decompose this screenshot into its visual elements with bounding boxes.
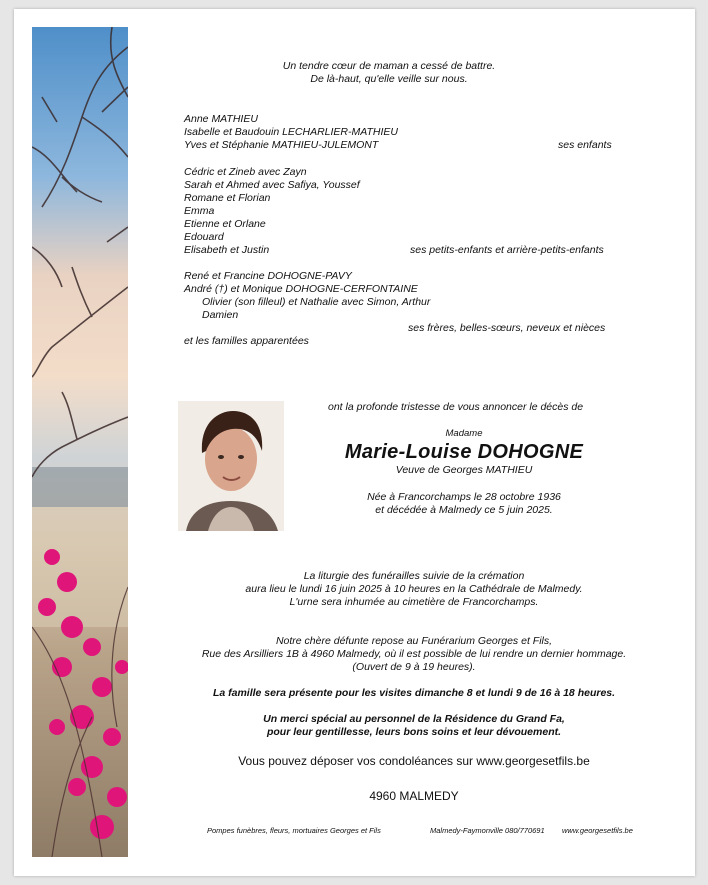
- decorative-banner-image: [32, 27, 128, 857]
- header-line-1: Un tendre cœur de maman a cessé de battre.: [282, 60, 496, 72]
- grandchildren-list: [184, 166, 360, 257]
- family-member: René et Francine DOHOGNE-PAVY: [184, 270, 352, 282]
- portrait-photo: [178, 401, 284, 531]
- family-member: Anne MATHIEU: [184, 113, 258, 125]
- siblings-relation: ses frères, belles-sœurs, neveux et nièces: [408, 322, 606, 334]
- family-member: Romane et Florian: [184, 192, 271, 204]
- family-member: Olivier (son filleul) et Nathalie avec Simon, Arthur: [202, 296, 431, 308]
- birth-info: Née à Francorchamps le 28 octobre 1936: [367, 491, 561, 503]
- family-member: Emma: [184, 205, 215, 217]
- widow-of: Veuve de Georges MATHIEU: [395, 464, 533, 476]
- place-label: 4960 MALMEDY: [369, 789, 459, 803]
- thanks-line-1: Un merci spécial au personnel de la Résidence du Grand Fa,: [263, 713, 565, 725]
- death-info: et décédée à Malmedy ce 5 juin 2025.: [375, 504, 553, 516]
- announcement-intro: ont la profonde tristesse de vous annoncer le décès de: [328, 401, 584, 413]
- family-member: Cédric et Zineb avec Zayn: [184, 166, 307, 178]
- header-line-2: De là-haut, qu'elle veille sur nous.: [310, 73, 468, 85]
- funeral-line-1: La liturgie des funérailles suivie de la crémation: [303, 570, 525, 582]
- condolences-link[interactable]: Vous pouvez déposer vos condoléances sur www.georgesetfils.be: [238, 754, 590, 768]
- footer-contact: Malmedy-Faymonville 080/770691: [430, 826, 545, 835]
- family-member: Damien: [202, 309, 239, 321]
- announcement-title: Madame: [445, 428, 483, 439]
- repose-line-3: (Ouvert de 9 à 19 heures).: [352, 661, 476, 673]
- family-member: Isabelle et Baudouin LECHARLIER-MATHIEU: [184, 126, 398, 138]
- family-member: Etienne et Orlane: [184, 218, 266, 230]
- repose-line-2: Rue des Arsilliers 1B à 4960 Malmedy, où il est possible de lui rendre un dernier hommage.: [201, 648, 627, 660]
- family-member: Elisabeth et Justin: [184, 244, 270, 256]
- children-list: [184, 113, 398, 152]
- visits-info: La famille sera présente pour les visites dimanche 8 et lundi 9 de 16 à 18 heures.: [212, 687, 616, 699]
- family-member: Sarah et Ahmed avec Safiya, Youssef: [184, 179, 360, 191]
- children-relation: ses enfants: [558, 139, 612, 151]
- obituary-page: [14, 9, 695, 876]
- family-member: André (†) et Monique DOHOGNE-CERFONTAINE: [184, 283, 418, 295]
- deceased-name: Marie-Louise DOHOGNE: [344, 441, 584, 463]
- funeral-line-2: aura lieu le lundi 16 juin 2025 à 10 heures en la Cathédrale de Malmedy.: [245, 583, 583, 595]
- funeral-line-3: L'urne sera inhumée au cimetière de Francorchamps.: [289, 596, 539, 608]
- repose-line-1: Notre chère défunte repose au Funérarium Georges et Fils,: [275, 635, 553, 647]
- thanks-line-2: pour leur gentillesse, leurs bons soins et leur dévouement.: [266, 726, 562, 738]
- siblings-list: [184, 270, 430, 322]
- grandchildren-relation: ses petits-enfants et arrière-petits-enfants: [410, 244, 604, 256]
- footer-company: Pompes funèbres, fleurs, mortuaires Georges et Fils: [207, 826, 381, 835]
- family-member: Edouard: [184, 231, 224, 243]
- footer-website[interactable]: www.georgesetfils.be: [562, 826, 633, 835]
- related-families: et les familles apparentées: [184, 335, 309, 347]
- family-member: Yves et Stéphanie MATHIEU-JULEMONT: [184, 139, 379, 151]
